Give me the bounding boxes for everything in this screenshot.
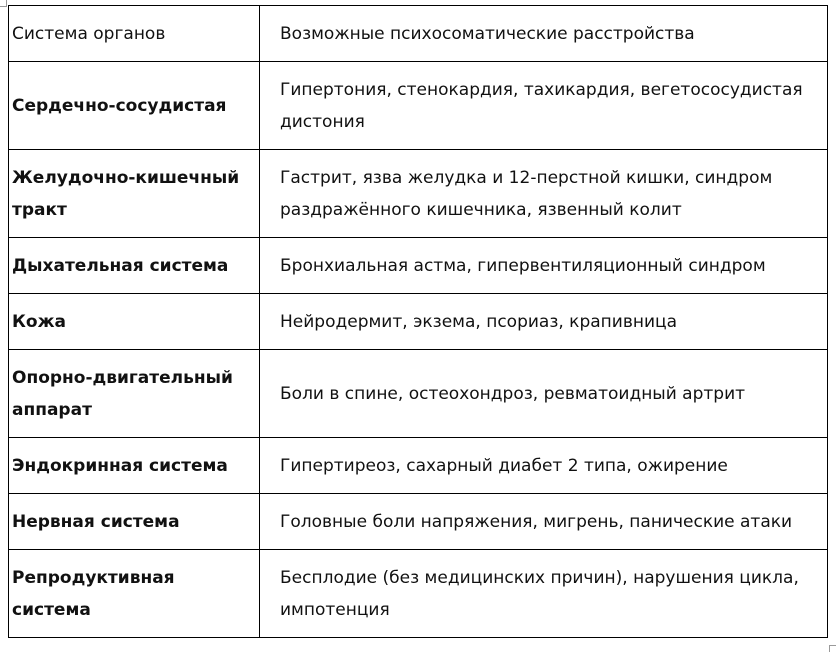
disorders-cell: Нейродермит, экзема, псориаз, крапивница bbox=[260, 294, 828, 350]
organ-system-cell: Опорно-двигательный аппарат bbox=[9, 350, 260, 438]
table-row bbox=[9, 350, 828, 438]
disorders-cell: Гипертиреоз, сахарный диабет 2 типа, ожирение bbox=[260, 438, 828, 494]
top-left-corner-mark bbox=[0, 0, 7, 7]
organ-system-cell: Нервная система bbox=[9, 494, 260, 550]
organ-system-cell: Репродуктивная система bbox=[9, 550, 260, 638]
disorders-cell: Гипертония, стенокардия, тахикардия, вегетососудистая дистония bbox=[260, 62, 828, 150]
disorders-cell: Гастрит, язва желудка и 12-перстной кишки, синдром раздражённого кишечника, язвенный колит bbox=[260, 150, 828, 238]
disorders-cell: Бронхиальная астма, гипервентиляционный синдром bbox=[260, 238, 828, 294]
organ-system-cell: Сердечно-сосудистая bbox=[9, 62, 260, 150]
organ-system-cell: Дыхательная система bbox=[9, 238, 260, 294]
disorders-cell: Бесплодие (без медицинских причин), нарушения цикла, импотенция bbox=[260, 550, 828, 638]
table-header-row bbox=[9, 6, 828, 62]
table-row bbox=[9, 438, 828, 494]
table-row bbox=[9, 238, 828, 294]
table-row bbox=[9, 62, 828, 150]
organ-system-cell: Кожа bbox=[9, 294, 260, 350]
disorders-cell: Головные боли напряжения, мигрень, панические атаки bbox=[260, 494, 828, 550]
psychosomatic-disorders-table bbox=[8, 5, 828, 638]
header-cell-disorders: Возможные психосоматические расстройства bbox=[260, 6, 828, 62]
organ-system-cell: Желудочно-кишечный тракт bbox=[9, 150, 260, 238]
organ-system-cell: Эндокринная система bbox=[9, 438, 260, 494]
table-row bbox=[9, 150, 828, 238]
bottom-right-corner-mark bbox=[829, 645, 836, 652]
table-row bbox=[9, 550, 828, 638]
table-row bbox=[9, 494, 828, 550]
disorders-cell: Боли в спине, остеохондроз, ревматоидный артрит bbox=[260, 350, 828, 438]
table-row bbox=[9, 294, 828, 350]
header-cell-system: Система органов bbox=[9, 6, 260, 62]
